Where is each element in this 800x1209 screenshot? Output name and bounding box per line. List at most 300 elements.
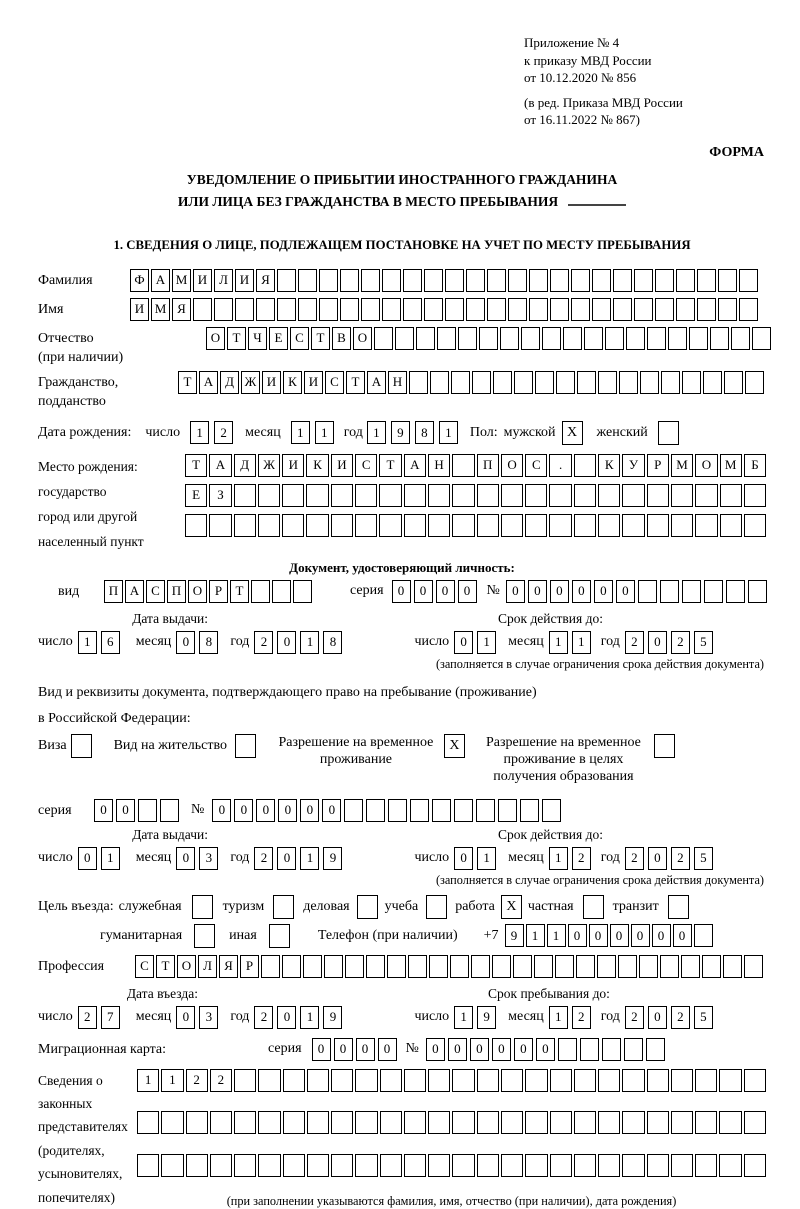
char-cell[interactable] — [374, 327, 393, 350]
char-cell[interactable] — [345, 955, 364, 978]
char-cell[interactable]: Б — [744, 454, 766, 477]
char-cell[interactable] — [477, 1069, 499, 1092]
char-cell[interactable] — [382, 298, 401, 321]
char-cell[interactable]: 0 — [616, 580, 635, 603]
char-cell[interactable] — [718, 269, 737, 292]
char-cell[interactable] — [739, 269, 758, 292]
char-cell[interactable]: 0 — [550, 580, 569, 603]
char-cell[interactable] — [602, 1038, 621, 1061]
char-cell[interactable]: 0 — [278, 799, 297, 822]
char-cell[interactable]: 2 — [671, 631, 690, 654]
char-cell[interactable] — [671, 514, 693, 537]
char-cell[interactable]: 1 — [300, 847, 319, 870]
char-cell[interactable]: Т — [227, 327, 246, 350]
char-cell[interactable] — [580, 1038, 599, 1061]
char-cell[interactable] — [477, 1111, 499, 1134]
char-cell[interactable]: Т — [346, 371, 365, 394]
char-cell[interactable] — [404, 1111, 426, 1134]
char-cell[interactable]: С — [325, 371, 344, 394]
char-cell[interactable] — [661, 371, 680, 394]
char-cell[interactable] — [307, 1154, 329, 1177]
guardians-row2-cells[interactable] — [137, 1111, 766, 1147]
char-cell[interactable]: 0 — [94, 799, 113, 822]
char-cell[interactable] — [697, 269, 716, 292]
char-cell[interactable] — [638, 580, 657, 603]
char-cell[interactable] — [298, 269, 317, 292]
doc-valid-day-cells[interactable] — [454, 631, 496, 654]
char-cell[interactable]: 0 — [458, 580, 477, 603]
char-cell[interactable]: 0 — [568, 924, 587, 947]
char-cell[interactable] — [472, 371, 491, 394]
char-cell[interactable]: 1 — [300, 631, 319, 654]
char-cell[interactable] — [272, 580, 291, 603]
char-cell[interactable] — [424, 269, 443, 292]
char-cell[interactable] — [283, 1154, 305, 1177]
char-cell[interactable] — [555, 955, 574, 978]
char-cell[interactable] — [331, 484, 353, 507]
char-cell[interactable] — [647, 1069, 669, 1092]
char-cell[interactable]: 9 — [477, 1006, 496, 1029]
char-cell[interactable]: Д — [220, 371, 239, 394]
char-cell[interactable] — [719, 1154, 741, 1177]
char-cell[interactable] — [282, 484, 304, 507]
char-cell[interactable]: 0 — [448, 1038, 467, 1061]
char-cell[interactable] — [454, 799, 473, 822]
char-cell[interactable] — [731, 327, 750, 350]
char-cell[interactable] — [613, 298, 632, 321]
char-cell[interactable] — [324, 955, 343, 978]
res-issue-month-cells[interactable] — [176, 847, 218, 870]
char-cell[interactable]: Т — [311, 327, 330, 350]
char-cell[interactable]: С — [525, 454, 547, 477]
char-cell[interactable]: Р — [647, 454, 669, 477]
char-cell[interactable] — [525, 1111, 547, 1134]
char-cell[interactable] — [556, 371, 575, 394]
char-cell[interactable] — [577, 371, 596, 394]
char-cell[interactable] — [404, 1154, 426, 1177]
char-cell[interactable] — [501, 484, 523, 507]
char-cell[interactable] — [525, 1154, 547, 1177]
char-cell[interactable] — [598, 1069, 620, 1092]
char-cell[interactable]: Н — [388, 371, 407, 394]
char-cell[interactable]: 0 — [492, 1038, 511, 1061]
char-cell[interactable] — [723, 955, 742, 978]
char-cell[interactable] — [340, 269, 359, 292]
char-cell[interactable] — [209, 514, 231, 537]
char-cell[interactable]: 0 — [470, 1038, 489, 1061]
res-valid-month-cells[interactable] — [549, 847, 591, 870]
purpose-sluzhebnaya-checkbox[interactable] — [192, 895, 213, 919]
birthplace-row1-cells[interactable] — [185, 454, 766, 477]
char-cell[interactable] — [432, 799, 451, 822]
char-cell[interactable] — [355, 1111, 377, 1134]
char-cell[interactable]: Я — [172, 298, 191, 321]
char-cell[interactable] — [214, 298, 233, 321]
char-cell[interactable] — [319, 269, 338, 292]
char-cell[interactable] — [261, 955, 280, 978]
char-cell[interactable] — [598, 484, 620, 507]
char-cell[interactable] — [445, 298, 464, 321]
char-cell[interactable] — [430, 371, 449, 394]
char-cell[interactable]: Я — [256, 269, 275, 292]
char-cell[interactable]: 2 — [186, 1069, 208, 1092]
char-cell[interactable]: 9 — [323, 847, 342, 870]
char-cell[interactable]: А — [125, 580, 144, 603]
char-cell[interactable] — [186, 1154, 208, 1177]
char-cell[interactable] — [258, 1111, 280, 1134]
purpose-gumanitarnaya-checkbox[interactable] — [194, 924, 215, 948]
char-cell[interactable] — [258, 514, 280, 537]
char-cell[interactable]: Ч — [248, 327, 267, 350]
res-issue-year-cells[interactable] — [254, 847, 342, 870]
char-cell[interactable] — [622, 1154, 644, 1177]
char-cell[interactable] — [466, 298, 485, 321]
char-cell[interactable] — [501, 514, 523, 537]
doc-valid-year-cells[interactable] — [625, 631, 713, 654]
visa-checkbox[interactable] — [71, 734, 92, 758]
char-cell[interactable] — [487, 269, 506, 292]
char-cell[interactable] — [366, 955, 385, 978]
char-cell[interactable]: 8 — [415, 421, 434, 444]
char-cell[interactable] — [744, 514, 766, 537]
char-cell[interactable]: Е — [185, 484, 207, 507]
char-cell[interactable] — [574, 514, 596, 537]
char-cell[interactable] — [647, 1154, 669, 1177]
char-cell[interactable] — [452, 1111, 474, 1134]
char-cell[interactable]: 5 — [694, 631, 713, 654]
char-cell[interactable]: 1 — [526, 924, 545, 947]
char-cell[interactable] — [558, 1038, 577, 1061]
char-cell[interactable] — [618, 955, 637, 978]
char-cell[interactable] — [331, 514, 353, 537]
char-cell[interactable] — [695, 514, 717, 537]
char-cell[interactable] — [466, 269, 485, 292]
char-cell[interactable] — [452, 1154, 474, 1177]
char-cell[interactable]: И — [193, 269, 212, 292]
char-cell[interactable] — [534, 955, 553, 978]
char-cell[interactable] — [520, 799, 539, 822]
char-cell[interactable] — [592, 298, 611, 321]
char-cell[interactable]: Т — [156, 955, 175, 978]
char-cell[interactable] — [404, 484, 426, 507]
char-cell[interactable] — [574, 1154, 596, 1177]
char-cell[interactable] — [513, 955, 532, 978]
char-cell[interactable]: 1 — [547, 924, 566, 947]
char-cell[interactable]: 0 — [594, 580, 613, 603]
char-cell[interactable] — [682, 580, 701, 603]
purpose-delovaya-checkbox[interactable] — [357, 895, 378, 919]
char-cell[interactable] — [682, 371, 701, 394]
char-cell[interactable] — [748, 580, 767, 603]
char-cell[interactable]: Е — [269, 327, 288, 350]
title-blank-underline[interactable] — [568, 192, 626, 206]
char-cell[interactable]: 0 — [78, 847, 97, 870]
char-cell[interactable]: 2 — [572, 847, 591, 870]
char-cell[interactable] — [549, 514, 571, 537]
char-cell[interactable] — [428, 1069, 450, 1092]
char-cell[interactable]: 0 — [414, 580, 433, 603]
char-cell[interactable] — [508, 298, 527, 321]
char-cell[interactable]: 0 — [631, 924, 650, 947]
char-cell[interactable] — [676, 298, 695, 321]
char-cell[interactable]: 9 — [505, 924, 524, 947]
char-cell[interactable]: 1 — [300, 1006, 319, 1029]
char-cell[interactable] — [160, 799, 179, 822]
purpose-inaya-checkbox[interactable] — [269, 924, 290, 948]
char-cell[interactable] — [640, 371, 659, 394]
char-cell[interactable] — [584, 327, 603, 350]
char-cell[interactable] — [404, 1069, 426, 1092]
char-cell[interactable]: 5 — [694, 1006, 713, 1029]
char-cell[interactable] — [695, 484, 717, 507]
char-cell[interactable] — [626, 327, 645, 350]
char-cell[interactable] — [671, 1111, 693, 1134]
char-cell[interactable] — [655, 269, 674, 292]
char-cell[interactable]: Т — [230, 580, 249, 603]
char-cell[interactable] — [695, 1069, 717, 1092]
char-cell[interactable]: 2 — [625, 631, 644, 654]
char-cell[interactable] — [409, 371, 428, 394]
char-cell[interactable]: 0 — [256, 799, 275, 822]
char-cell[interactable]: Д — [234, 454, 256, 477]
char-cell[interactable]: А — [367, 371, 386, 394]
char-cell[interactable]: 1 — [190, 421, 209, 444]
char-cell[interactable]: 8 — [199, 631, 218, 654]
char-cell[interactable] — [210, 1111, 232, 1134]
char-cell[interactable] — [719, 1069, 741, 1092]
char-cell[interactable]: М — [671, 454, 693, 477]
char-cell[interactable] — [477, 514, 499, 537]
char-cell[interactable]: 6 — [101, 631, 120, 654]
char-cell[interactable] — [258, 484, 280, 507]
char-cell[interactable] — [647, 1111, 669, 1134]
char-cell[interactable]: 1 — [477, 631, 496, 654]
char-cell[interactable]: 2 — [254, 847, 273, 870]
char-cell[interactable] — [161, 1154, 183, 1177]
char-cell[interactable] — [550, 1069, 572, 1092]
char-cell[interactable]: К — [283, 371, 302, 394]
char-cell[interactable]: 0 — [652, 924, 671, 947]
char-cell[interactable] — [380, 1154, 402, 1177]
char-cell[interactable]: С — [135, 955, 154, 978]
char-cell[interactable] — [574, 1069, 596, 1092]
char-cell[interactable]: 0 — [528, 580, 547, 603]
stay-day-cells[interactable] — [454, 1006, 496, 1029]
sex-female-checkbox[interactable] — [658, 421, 679, 445]
char-cell[interactable]: 3 — [199, 847, 218, 870]
char-cell[interactable]: 2 — [214, 421, 233, 444]
char-cell[interactable]: 2 — [625, 1006, 644, 1029]
char-cell[interactable] — [634, 298, 653, 321]
citizenship-cells[interactable] — [178, 371, 764, 394]
char-cell[interactable] — [331, 1154, 353, 1177]
char-cell[interactable] — [428, 1154, 450, 1177]
char-cell[interactable]: 1 — [549, 631, 568, 654]
char-cell[interactable] — [235, 298, 254, 321]
purpose-turizm-checkbox[interactable] — [273, 895, 294, 919]
char-cell[interactable] — [458, 327, 477, 350]
char-cell[interactable] — [655, 298, 674, 321]
char-cell[interactable]: 2 — [210, 1069, 232, 1092]
char-cell[interactable]: Т — [379, 454, 401, 477]
char-cell[interactable] — [622, 1111, 644, 1134]
char-cell[interactable] — [476, 799, 495, 822]
char-cell[interactable]: 0 — [426, 1038, 445, 1061]
char-cell[interactable]: Р — [209, 580, 228, 603]
char-cell[interactable]: 1 — [101, 847, 120, 870]
char-cell[interactable] — [452, 514, 474, 537]
char-cell[interactable] — [724, 371, 743, 394]
char-cell[interactable] — [331, 1069, 353, 1092]
char-cell[interactable] — [703, 371, 722, 394]
char-cell[interactable]: 0 — [176, 847, 195, 870]
char-cell[interactable] — [283, 1069, 305, 1092]
char-cell[interactable] — [550, 269, 569, 292]
char-cell[interactable] — [477, 484, 499, 507]
char-cell[interactable] — [529, 298, 548, 321]
char-cell[interactable]: О — [188, 580, 207, 603]
char-cell[interactable] — [745, 371, 764, 394]
char-cell[interactable]: 7 — [101, 1006, 120, 1029]
char-cell[interactable] — [477, 1154, 499, 1177]
char-cell[interactable] — [574, 454, 596, 477]
char-cell[interactable]: 1 — [78, 631, 97, 654]
char-cell[interactable] — [298, 298, 317, 321]
char-cell[interactable] — [410, 799, 429, 822]
char-cell[interactable]: О — [695, 454, 717, 477]
char-cell[interactable] — [234, 1111, 256, 1134]
char-cell[interactable]: Л — [198, 955, 217, 978]
char-cell[interactable]: З — [209, 484, 231, 507]
char-cell[interactable] — [424, 298, 443, 321]
char-cell[interactable]: 1 — [367, 421, 386, 444]
char-cell[interactable]: 1 — [137, 1069, 159, 1092]
migration-series-cells[interactable] — [312, 1038, 397, 1061]
char-cell[interactable] — [525, 1069, 547, 1092]
char-cell[interactable]: Я — [219, 955, 238, 978]
char-cell[interactable]: 2 — [254, 1006, 273, 1029]
char-cell[interactable] — [258, 1069, 280, 1092]
char-cell[interactable]: Н — [428, 454, 450, 477]
residence-permit-checkbox[interactable] — [235, 734, 256, 758]
char-cell[interactable] — [744, 1111, 766, 1134]
doc-type-cells[interactable] — [104, 580, 312, 603]
char-cell[interactable] — [361, 298, 380, 321]
char-cell[interactable] — [307, 1069, 329, 1092]
char-cell[interactable] — [193, 298, 212, 321]
char-cell[interactable] — [597, 955, 616, 978]
char-cell[interactable] — [525, 514, 547, 537]
char-cell[interactable]: 8 — [323, 631, 342, 654]
char-cell[interactable]: 2 — [254, 631, 273, 654]
char-cell[interactable]: О — [206, 327, 225, 350]
char-cell[interactable]: И — [331, 454, 353, 477]
given-name-cells[interactable] — [130, 298, 758, 321]
char-cell[interactable] — [283, 1111, 305, 1134]
char-cell[interactable]: П — [167, 580, 186, 603]
char-cell[interactable]: 3 — [199, 1006, 218, 1029]
char-cell[interactable] — [542, 799, 561, 822]
char-cell[interactable] — [542, 327, 561, 350]
char-cell[interactable] — [501, 1111, 523, 1134]
char-cell[interactable] — [598, 514, 620, 537]
char-cell[interactable]: О — [501, 454, 523, 477]
char-cell[interactable] — [550, 298, 569, 321]
char-cell[interactable] — [256, 298, 275, 321]
char-cell[interactable] — [451, 371, 470, 394]
char-cell[interactable] — [508, 269, 527, 292]
char-cell[interactable] — [319, 298, 338, 321]
char-cell[interactable] — [428, 1111, 450, 1134]
res-valid-day-cells[interactable] — [454, 847, 496, 870]
char-cell[interactable]: Ж — [258, 454, 280, 477]
char-cell[interactable] — [251, 580, 270, 603]
char-cell[interactable] — [598, 1111, 620, 1134]
char-cell[interactable]: А — [209, 454, 231, 477]
char-cell[interactable]: 0 — [277, 631, 296, 654]
char-cell[interactable]: И — [282, 454, 304, 477]
char-cell[interactable]: 1 — [454, 1006, 473, 1029]
char-cell[interactable]: 0 — [673, 924, 692, 947]
char-cell[interactable] — [660, 955, 679, 978]
char-cell[interactable] — [445, 269, 464, 292]
char-cell[interactable] — [563, 327, 582, 350]
char-cell[interactable]: И — [304, 371, 323, 394]
char-cell[interactable] — [646, 1038, 665, 1061]
purpose-ucheba-checkbox[interactable] — [426, 895, 447, 919]
sex-male-checkbox[interactable]: X — [562, 421, 583, 445]
char-cell[interactable] — [408, 955, 427, 978]
char-cell[interactable]: Ж — [241, 371, 260, 394]
char-cell[interactable] — [689, 327, 708, 350]
char-cell[interactable] — [718, 298, 737, 321]
char-cell[interactable] — [501, 1069, 523, 1092]
char-cell[interactable] — [694, 924, 713, 947]
char-cell[interactable] — [598, 371, 617, 394]
char-cell[interactable] — [234, 1069, 256, 1092]
char-cell[interactable] — [592, 269, 611, 292]
char-cell[interactable] — [331, 1111, 353, 1134]
char-cell[interactable]: М — [172, 269, 191, 292]
char-cell[interactable]: 0 — [334, 1038, 353, 1061]
char-cell[interactable] — [500, 327, 519, 350]
char-cell[interactable] — [668, 327, 687, 350]
char-cell[interactable]: 2 — [671, 1006, 690, 1029]
birthdate-month-cells[interactable] — [291, 421, 334, 444]
char-cell[interactable]: 0 — [277, 1006, 296, 1029]
char-cell[interactable] — [340, 298, 359, 321]
char-cell[interactable]: 1 — [439, 421, 458, 444]
char-cell[interactable]: И — [130, 298, 149, 321]
char-cell[interactable] — [574, 1111, 596, 1134]
char-cell[interactable] — [380, 1069, 402, 1092]
char-cell[interactable] — [622, 1069, 644, 1092]
char-cell[interactable] — [535, 371, 554, 394]
char-cell[interactable] — [344, 799, 363, 822]
char-cell[interactable]: 1 — [161, 1069, 183, 1092]
char-cell[interactable] — [744, 955, 763, 978]
entry-year-cells[interactable] — [254, 1006, 342, 1029]
char-cell[interactable]: 0 — [610, 924, 629, 947]
char-cell[interactable] — [471, 955, 490, 978]
char-cell[interactable] — [137, 1154, 159, 1177]
char-cell[interactable] — [404, 514, 426, 537]
char-cell[interactable] — [619, 371, 638, 394]
char-cell[interactable]: А — [151, 269, 170, 292]
char-cell[interactable]: 0 — [322, 799, 341, 822]
char-cell[interactable]: 2 — [671, 847, 690, 870]
char-cell[interactable] — [671, 1069, 693, 1092]
